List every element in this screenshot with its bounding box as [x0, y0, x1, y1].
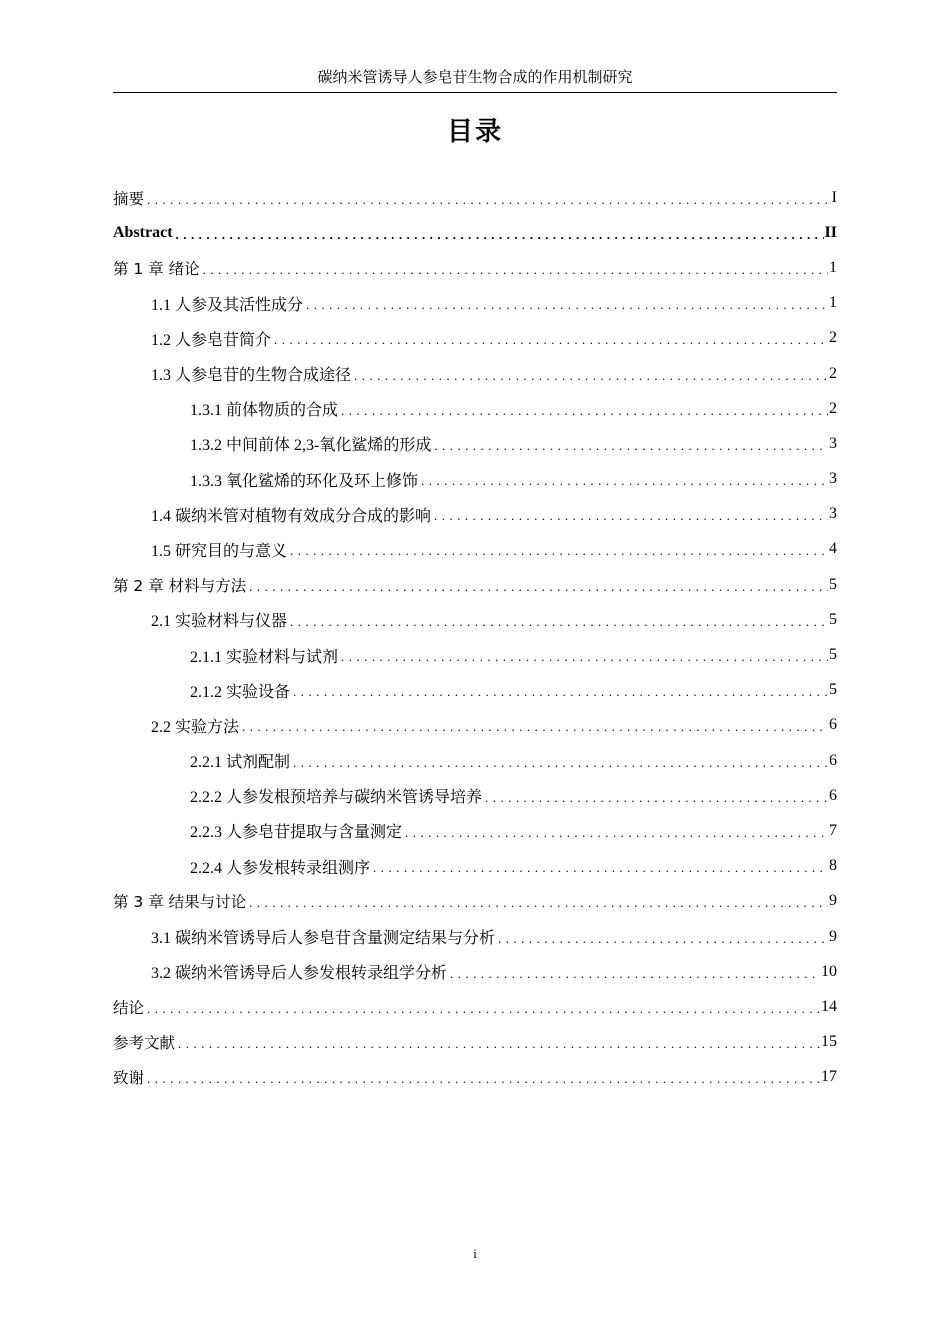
toc-entry[interactable]	[113, 356, 837, 391]
toc-entry-page: 6	[829, 751, 837, 769]
toc-dot-leader	[249, 891, 828, 911]
toc-entry-page: 4	[829, 540, 837, 558]
toc-entry-page: 2	[829, 364, 837, 382]
toc-dot-leader	[178, 1032, 820, 1052]
toc-entry-page: 5	[829, 681, 837, 699]
toc-dot-leader	[434, 504, 828, 524]
toc-entry-page: 6	[829, 786, 837, 804]
toc-entry-title: 2.2 实验方法	[151, 718, 240, 736]
toc-entry-title: 2.2.4 人参发根转录组测序	[190, 859, 371, 877]
toc-entry[interactable]	[113, 567, 837, 602]
toc-entry-title: 2.1.1 实验材料与试剂	[190, 648, 339, 666]
toc-entry-title: 1.3.2 中间前体 2,3-氧化鲨烯的形成	[190, 437, 432, 455]
toc-entry-title: 第 3 章 结果与讨论	[113, 893, 247, 912]
toc-entry[interactable]	[113, 884, 837, 919]
toc-entry[interactable]	[113, 426, 837, 461]
toc-dot-leader	[293, 751, 828, 771]
toc-dot-leader	[274, 328, 828, 348]
toc-entry-title: 2.2.1 试剂配制	[190, 754, 291, 772]
toc-entry-page: 9	[829, 892, 837, 910]
toc-dot-leader	[450, 962, 820, 982]
toc-dot-leader	[147, 188, 831, 208]
toc-entry-page: 2	[829, 329, 837, 347]
toc-entry[interactable]	[113, 602, 837, 637]
toc-entry-page: 14	[821, 997, 837, 1015]
toc-entry-page: II	[824, 223, 837, 241]
toc-entry-page: 5	[829, 610, 837, 628]
toc-entry-title: 第 1 章 绪论	[113, 259, 200, 278]
toc-entry-title: 1.2 人参皂苷简介	[151, 331, 272, 349]
toc-dot-leader	[242, 715, 828, 735]
toc-dot-leader	[498, 927, 828, 947]
toc-dot-leader	[249, 575, 828, 595]
toc-entry-title: 第 2 章 材料与方法	[113, 576, 247, 595]
toc-entry[interactable]	[113, 673, 837, 708]
toc-entry[interactable]	[113, 497, 837, 532]
toc-dot-leader	[293, 680, 828, 700]
toc-entry-page: 8	[829, 857, 837, 875]
toc-entry-page: 1	[829, 258, 837, 276]
toc-entry[interactable]	[113, 462, 837, 497]
toc-entry[interactable]	[113, 637, 837, 672]
page-number: i	[473, 1246, 477, 1261]
toc-entry-title: 1.1 人参及其活性成分	[151, 296, 304, 314]
running-header: 碳纳米管诱导人参皂苷生物合成的作用机制研究	[317, 70, 633, 86]
toc-entry-title: 结论	[113, 998, 145, 1017]
toc-entry-page: 7	[829, 821, 837, 839]
toc-entry-page: 3	[829, 434, 837, 452]
toc-dot-leader	[421, 469, 828, 489]
toc-entry-title: 致谢	[113, 1069, 145, 1088]
toc-dot-leader	[290, 610, 828, 630]
toc-entry-page: 15	[821, 1033, 837, 1051]
toc-entry[interactable]	[113, 1060, 837, 1095]
toc-entry-title: 1.3.3 氧化鲨烯的环化及环上修饰	[190, 472, 419, 490]
toc-entry-page: 10	[821, 962, 837, 980]
toc-entry-title: 1.4 碳纳米管对植物有效成分合成的影响	[151, 507, 432, 525]
toc-entry-title: 参考文献	[113, 1034, 176, 1053]
table-of-contents	[113, 180, 837, 1095]
toc-entry[interactable]	[113, 532, 837, 567]
toc-entry-page: 2	[829, 399, 837, 417]
toc-dot-leader	[341, 645, 828, 665]
toc-entry-page: 5	[829, 575, 837, 593]
toc-entry[interactable]	[113, 321, 837, 356]
toc-entry[interactable]	[113, 954, 837, 989]
toc-entry-title: 2.2.2 人参发根预培养与碳纳米管诱导培养	[190, 789, 483, 807]
toc-entry[interactable]	[113, 989, 837, 1024]
header-rule	[113, 92, 837, 93]
toc-entry-page: 6	[829, 716, 837, 734]
toc-dot-leader	[373, 856, 828, 876]
toc-dot-leader	[176, 223, 824, 243]
toc-entry-page: 1	[829, 294, 837, 312]
toc-entry[interactable]	[113, 391, 837, 426]
toc-entry[interactable]	[113, 849, 837, 884]
toc-entry[interactable]	[113, 1025, 837, 1060]
toc-entry-page: 9	[829, 927, 837, 945]
toc-dot-leader	[434, 434, 828, 454]
toc-dot-leader	[485, 786, 828, 806]
toc-entry[interactable]	[113, 743, 837, 778]
toc-dot-leader	[147, 1067, 820, 1087]
toc-dot-leader	[341, 399, 828, 419]
page-title: 目录	[446, 117, 503, 147]
toc-dot-leader	[203, 258, 828, 278]
toc-entry-title: 3.1 碳纳米管诱导后人参皂苷含量测定结果与分析	[151, 930, 496, 948]
toc-dot-leader	[306, 293, 828, 313]
toc-entry[interactable]	[113, 919, 837, 954]
toc-dot-leader	[354, 364, 828, 384]
toc-entry-title: 2.1 实验材料与仪器	[151, 613, 288, 631]
toc-entry-title: 2.2.3 人参皂苷提取与含量测定	[190, 824, 403, 842]
toc-entry[interactable]	[113, 286, 837, 321]
toc-entry[interactable]	[113, 778, 837, 813]
toc-entry-title: 1.3 人参皂苷的生物合成途径	[151, 367, 352, 385]
toc-entry[interactable]	[113, 708, 837, 743]
toc-entry-page: 3	[829, 505, 837, 523]
toc-entry[interactable]	[113, 250, 837, 285]
toc-entry[interactable]	[113, 215, 837, 250]
toc-entry-page: 3	[829, 470, 837, 488]
toc-entry-title: 2.1.2 实验设备	[190, 683, 291, 701]
toc-dot-leader	[147, 997, 820, 1017]
toc-dot-leader	[290, 539, 828, 559]
toc-entry-title: 1.5 研究目的与意义	[151, 542, 288, 560]
toc-dot-leader	[405, 821, 828, 841]
toc-entry-title: 3.2 碳纳米管诱导后人参发根转录组学分析	[151, 965, 448, 983]
toc-entry-title: 1.3.1 前体物质的合成	[190, 402, 339, 420]
toc-entry-page: 17	[821, 1068, 837, 1086]
toc-entry-page: 5	[829, 646, 837, 664]
toc-entry-title: Abstract	[113, 223, 173, 241]
toc-entry[interactable]	[113, 180, 837, 215]
toc-entry-page: I	[831, 188, 837, 206]
toc-entry-title: 摘要	[113, 189, 145, 208]
toc-entry[interactable]	[113, 813, 837, 848]
